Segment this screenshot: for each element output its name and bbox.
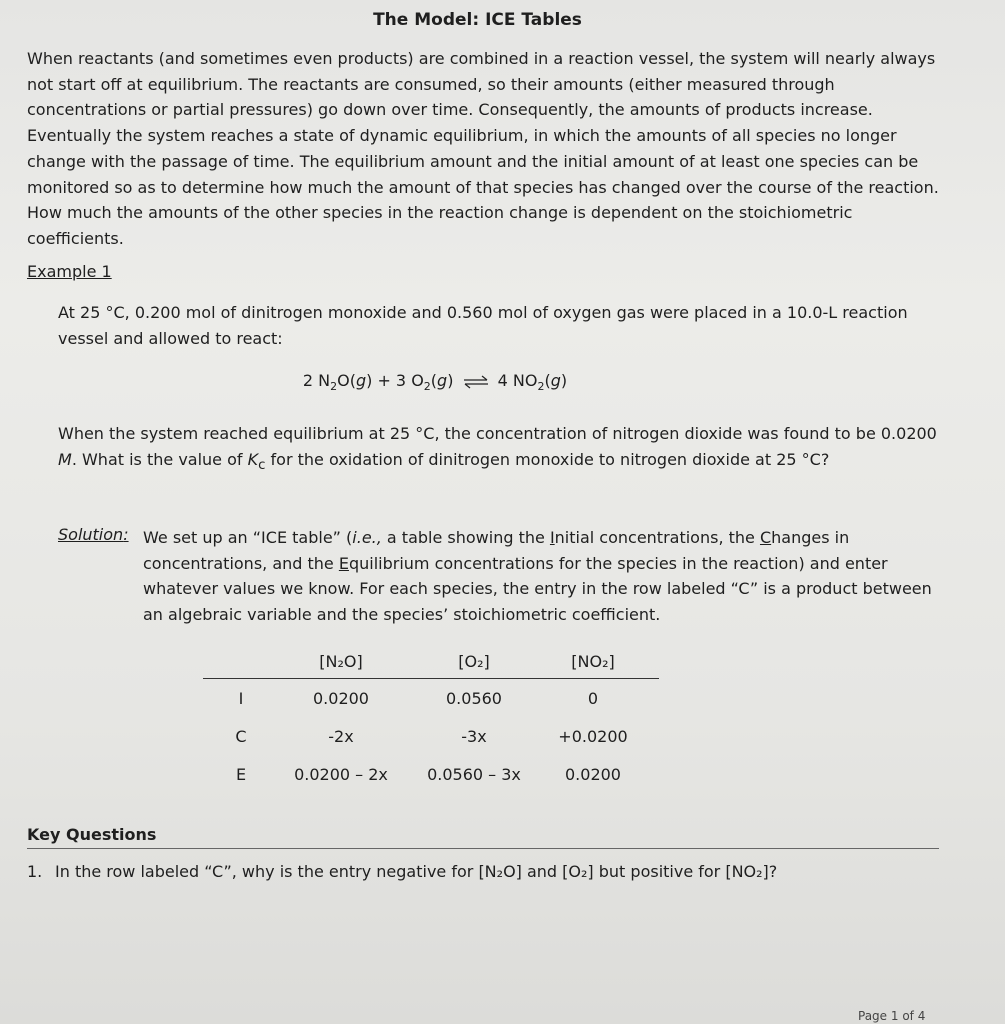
cell-no2: +0.0200 (558, 727, 628, 746)
cell-o2: -3x (461, 727, 487, 746)
row-label: I (238, 689, 244, 708)
example-heading: Example 1 (27, 262, 112, 281)
cell-n2o: 0.0200 (313, 689, 369, 708)
question-text: In the row labeled “C”, why is the entry negative for [N₂O] and [O₂] but positive for [NO₂]? (55, 862, 778, 881)
row-label: E (235, 765, 247, 784)
solution-text: We set up an “ICE table” (i.e., a table showing the Initial concentrations, the Changes in concentrations, and the Equilibrium concentrations for the species in the reaction) and enter whatever values we know. For each species, the entry in the row labeled “C” is a product between an algebraic variable and the species’ stoichiometric coefficient. (143, 528, 932, 624)
cell-n2o: 0.0200 – 2x (294, 765, 388, 784)
chemical-equation (0, 371, 870, 393)
cell-n2o: -2x (328, 727, 354, 746)
question-number: 1. (27, 862, 43, 881)
equilibrium-arrow-icon (463, 375, 489, 389)
cell-o2: 0.0560 (446, 689, 502, 708)
solution-label: Solution: (58, 525, 129, 544)
header-o2: [O₂] (458, 652, 490, 671)
table-row (203, 679, 659, 717)
header-n2o: [N₂O] (319, 652, 363, 671)
intro-paragraph: When reactants (and sometimes even products) are combined in a reaction vessel, the system will nearly always not start off at equilibrium. The reactants are consumed, so their amounts (either measured through concentrations or partial pressures) go down over time. Consequently, the amounts of products increase. Eventually the system reaches a state of dynamic equilibrium, in which the amounts of all species no longer change with the passage of time. The equilibrium amount and the initial amount of at least one species can be monitored so as to determine how much the amount of that species has changed over the course of the reaction. How much the amounts of the other species in the reaction change is dependent on the stoichiometric coefficients. (27, 49, 939, 248)
page-number: Page 1 of 4 (858, 1009, 926, 1023)
header-no2: [NO₂] (571, 652, 615, 671)
cell-no2: 0 (587, 689, 599, 708)
cell-no2: 0.0200 (565, 765, 621, 784)
page-title: The Model: ICE Tables (373, 10, 582, 30)
example-question-text: When the system reached equilibrium at 25 °C, the concentration of nitrogen dioxide was found to be 0.0200 M. What is the value of $K_c$ for the oxidation of dinitrogen monoxide to nitrogen dioxide at 25 °C? (58, 424, 937, 474)
key-questions-heading: Key Questions (27, 825, 939, 849)
cell-o2: 0.0560 – 3x (427, 765, 521, 784)
eq-reactant-o2: ) + 3 $O_2(g)$ (366, 371, 454, 394)
ice-table (203, 648, 659, 793)
table-row (203, 755, 659, 793)
eq-product-no2: 4 $NO_2(g)$ (497, 371, 568, 394)
example-problem-text: At 25 °C, 0.200 mol of dinitrogen monoxide and 0.560 mol of oxygen gas were placed in a 10.0-L reaction vessel and allowed to react: (58, 303, 908, 348)
ice-table-header (203, 648, 659, 679)
eq-reactant-n2o: 2 $N_2O(g$ (302, 371, 367, 394)
key-question-1 (27, 862, 947, 881)
table-row (203, 717, 659, 755)
row-label: C (235, 727, 247, 746)
